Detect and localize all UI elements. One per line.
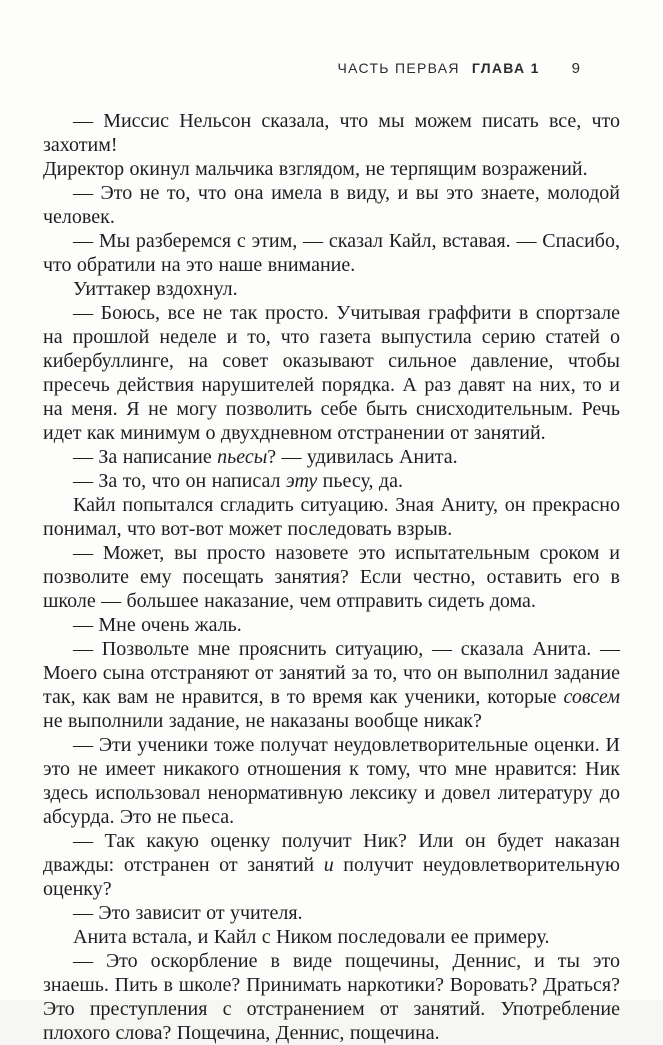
text-run: Кайл попытался сгладить ситуацию. Зная Аниту, он прекрасно понимал, что вот-вот может последовать взрыв. [43, 494, 620, 540]
paragraph [43, 445, 620, 469]
text-run: — Мне очень жаль. [73, 614, 242, 636]
text-run: — За написание [73, 446, 218, 468]
paragraph [43, 469, 620, 493]
text-run: Директор окинул мальчика взглядом, не терпящим возражений. [43, 158, 588, 180]
page-number: 9 [571, 60, 580, 77]
text-run: — За то, что он написал [73, 470, 286, 492]
italic-text-run: эту [285, 470, 318, 492]
text-run: ? — удивилась Анита. [267, 446, 458, 468]
running-header [43, 60, 620, 77]
paragraph [43, 301, 620, 445]
text-run: — Это зависит от учителя. [73, 902, 303, 924]
text-run: — Позвольте мне прояснить ситуацию, — сказала Анита. — Моего сына отстраняют от занятий за то, что он выполнил задание так, как вам не нравится, в то время как ученики, которые [43, 638, 620, 708]
text-run: — Мы разберемся с этим, — сказал Кайл, вставая. — Спасибо, что обратили на это наше внимание. [43, 230, 620, 276]
paragraph [43, 949, 620, 1045]
text-run: получит неудовлетворительную оценку? [43, 854, 620, 900]
text-run: — Может, вы просто назовете это испытательным сроком и позволите ему посещать занятия? Если честно, оставить его в школе — большее наказание, чем отправить сидеть дома. [43, 542, 620, 612]
paragraph [43, 109, 620, 157]
paragraph [43, 613, 620, 637]
italic-text-run: пьесы [217, 446, 268, 468]
paragraph [43, 733, 620, 829]
paragraph [43, 901, 620, 925]
italic-text-run: совсем [563, 686, 620, 708]
text-run: Анита встала, и Кайл с Ником последовали ее примеру. [73, 926, 550, 948]
paragraph [43, 637, 620, 733]
text-run: — Эти ученики тоже получат неудовлетворительные оценки. И это не имеет никакого отношения к тому, что мне нравится: Ник здесь использовал ненормативную лексику и довел литературу до абсурда. Это не пьеса. [43, 734, 620, 828]
text-run: — Это не то, что она имела в виду, и вы это знаете, молодой человек. [43, 182, 620, 228]
chapter-title: ГЛАВА 1 [471, 60, 540, 76]
paragraph [43, 493, 620, 541]
text-run: — Это оскорбление в виде пощечины, Деннис, и ты это знаешь. Пить в школе? Принимать наркотики? Воровать? Драться? Это преступления с отстранением от занятий. Употребление плохого слова? Пощечина, Деннис, пощечина. [43, 950, 620, 1044]
paragraph [43, 541, 620, 613]
paragraph [43, 277, 620, 301]
italic-text-run: и [323, 854, 334, 876]
text-run: пьесу, да. [317, 470, 403, 492]
part-title: ЧАСТЬ ПЕРВАЯ [337, 60, 460, 76]
text-run: не выполнили задание, не наказаны вообще никак? [43, 710, 482, 732]
text-run: — Так какую оценку получит Ник? Или он будет наказан дважды: отстранен от занятий [43, 830, 620, 876]
page-text [43, 109, 620, 1045]
text-run: Уиттакер вздохнул. [73, 278, 238, 300]
text-run: — Миссис Нельсон сказала, что мы можем писать все, что захотим! [43, 110, 620, 156]
paragraph [43, 157, 620, 181]
text-run: — Боюсь, все не так просто. Учитывая граффити в спортзале на прошлой неделе и то, что газета выпустила серию статей о кибербуллинге, на совет оказывают сильное давление, чтобы пресечь действия нарушителей порядка. А раз давят на них, то и на меня. Я не могу позволить себе быть снисходительным. Речь идет как минимум о двухдневном отстранении от занятий. [43, 302, 620, 444]
paragraph [43, 925, 620, 949]
paragraph [43, 229, 620, 277]
paragraph [43, 829, 620, 901]
paragraph [43, 181, 620, 229]
